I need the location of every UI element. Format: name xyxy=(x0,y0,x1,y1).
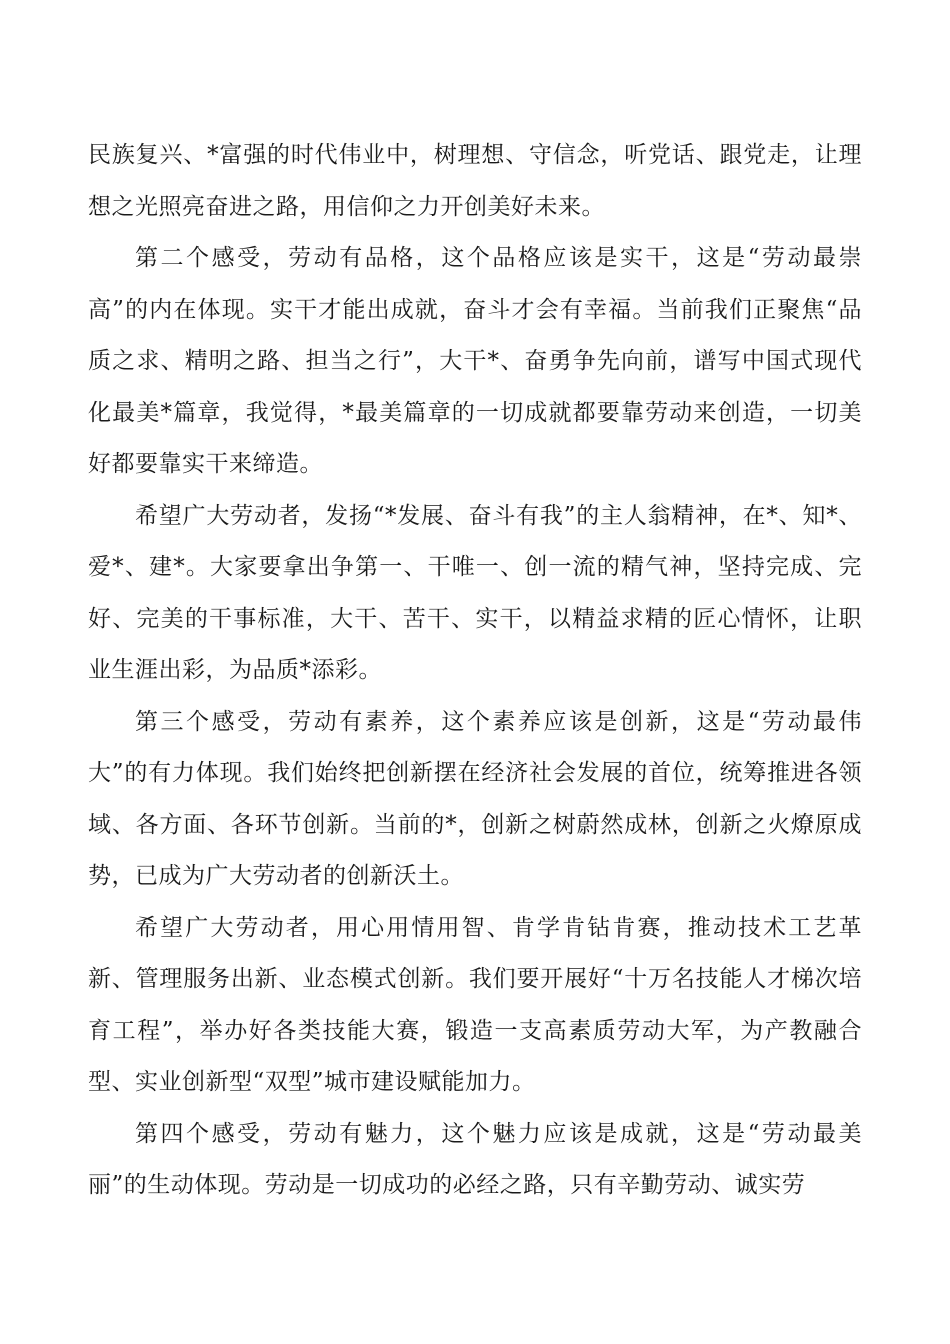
paragraph-3: 希望广大劳动者，发扬“*发展、奋斗有我”的主人翁精神，在*、知*、爱*、建*。大家要拿出争第一、干唯一、创一流的精气神，坚持完成、完好、完美的干事标准，大干、苦干、实干，以精益求精的匠心情怀，让职业生涯出彩，为品质*添彩。 xyxy=(88,502,862,683)
paragraph-4: 第三个感受，劳动有素养，这个素养应该是创新，这是“劳动最伟大”的有力体现。我们始终把创新摆在经济社会发展的首位，统筹推进各领域、各方面、各环节创新。当前的*，创新之树蔚然成林，创新之火燎原成势，已成为广大劳动者的创新沃土。 xyxy=(88,708,862,889)
paragraph-6: 第四个感受，劳动有魅力，这个魅力应该是成就，这是“劳动最美丽”的生动体现。劳动是一切成功的必经之路，只有辛勤劳动、诚实劳 xyxy=(88,1120,862,1198)
paragraph-5: 希望广大劳动者，用心用情用智、肯学肯钻肯赛，推动技术工艺革新、管理服务出新、业态模式创新。我们要开展好“十万名技能人才梯次培育工程”，举办好各类技能大赛，锻造一支高素质劳动大军，为产教融合型、实业创新型“双型”城市建设赋能加力。 xyxy=(88,914,862,1095)
body-text xyxy=(88,130,862,1212)
paragraph-2: 第二个感受，劳动有品格，这个品格应该是实干，这是“劳动最崇高”的内在体现。实干才能出成就，奋斗才会有幸福。当前我们正聚焦“品质之求、精明之路、担当之行”，大干*、奋勇争先向前，谱写中国式现代化最美*篇章，我觉得，*最美篇章的一切成就都要靠劳动来创造，一切美好都要靠实干来缔造。 xyxy=(88,245,862,477)
paragraph-1: 民族复兴、*富强的时代伟业中，树理想、守信念，听党话、跟党走，让理想之光照亮奋进之路，用信仰之力开创美好未来。 xyxy=(88,142,862,220)
